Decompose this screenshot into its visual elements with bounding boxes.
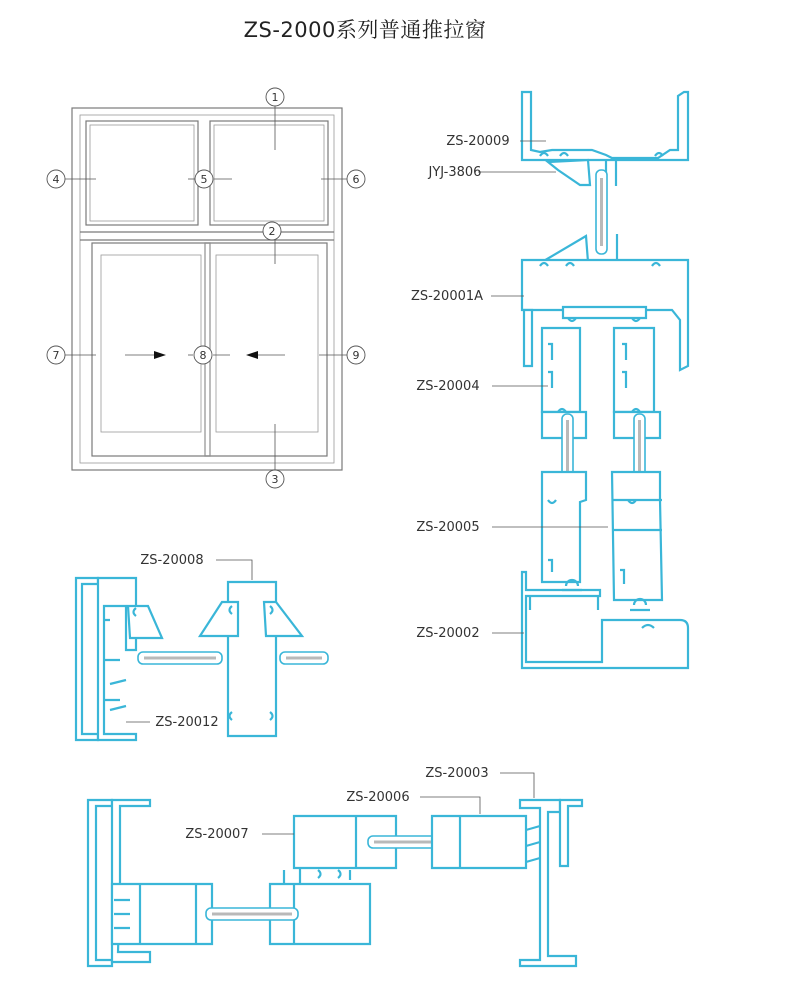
marker-1 bbox=[266, 88, 284, 106]
label-zs20008: ZS-20008 bbox=[140, 553, 204, 568]
sash-left bbox=[92, 243, 210, 456]
label-zs20002: ZS-20002 bbox=[416, 626, 480, 641]
profile-zs20004-left bbox=[542, 328, 580, 412]
transom-horizontal-section bbox=[76, 553, 328, 740]
marker-9 bbox=[347, 346, 365, 364]
sliding-horizontal-section bbox=[88, 766, 582, 966]
sash-right bbox=[205, 243, 327, 456]
svg-text:5: 5 bbox=[200, 173, 208, 186]
label-zs20005: ZS-20005 bbox=[416, 520, 480, 535]
arrow-left-icon bbox=[246, 351, 258, 359]
marker-2 bbox=[263, 222, 281, 240]
profile-jyj3806 bbox=[548, 160, 590, 185]
label-zs20009: ZS-20009 bbox=[446, 134, 510, 149]
profile-zs20002 bbox=[522, 572, 688, 668]
label-zs20001a: ZS-20001A bbox=[410, 289, 484, 304]
profile-zs20009 bbox=[522, 92, 688, 160]
label-zs20003: ZS-20003 bbox=[425, 766, 489, 781]
transom-pane-right bbox=[210, 121, 328, 225]
page-title: ZS-2000系列普通推拉窗 bbox=[243, 18, 487, 42]
svg-text:8: 8 bbox=[199, 349, 207, 362]
svg-text:2: 2 bbox=[268, 225, 276, 238]
marker-3 bbox=[266, 470, 284, 488]
profile-zs20005-right bbox=[612, 472, 662, 600]
vertical-section bbox=[411, 92, 688, 668]
profile-zs20004-right bbox=[614, 328, 654, 412]
label-jyj3806: JYJ-3806 bbox=[428, 165, 482, 180]
svg-text:7: 7 bbox=[52, 349, 60, 362]
profile-zs20006 bbox=[432, 816, 526, 868]
svg-text:6: 6 bbox=[352, 173, 360, 186]
svg-text:3: 3 bbox=[271, 473, 279, 486]
arrow-right-icon bbox=[154, 351, 166, 359]
marker-7 bbox=[47, 346, 65, 364]
window-elevation bbox=[47, 88, 365, 488]
label-zs20007: ZS-20007 bbox=[185, 827, 249, 842]
label-zs20012: ZS-20012 bbox=[155, 715, 219, 730]
marker-4 bbox=[47, 170, 65, 188]
transom-pane-left bbox=[86, 121, 198, 225]
marker-5 bbox=[195, 170, 213, 188]
label-zs20004: ZS-20004 bbox=[416, 379, 480, 394]
svg-text:4: 4 bbox=[52, 173, 60, 186]
outer-frame bbox=[72, 108, 342, 470]
svg-text:1: 1 bbox=[271, 91, 279, 104]
marker-8 bbox=[194, 346, 212, 364]
marker-6 bbox=[347, 170, 365, 188]
label-zs20006: ZS-20006 bbox=[346, 790, 410, 805]
svg-text:9: 9 bbox=[352, 349, 360, 362]
